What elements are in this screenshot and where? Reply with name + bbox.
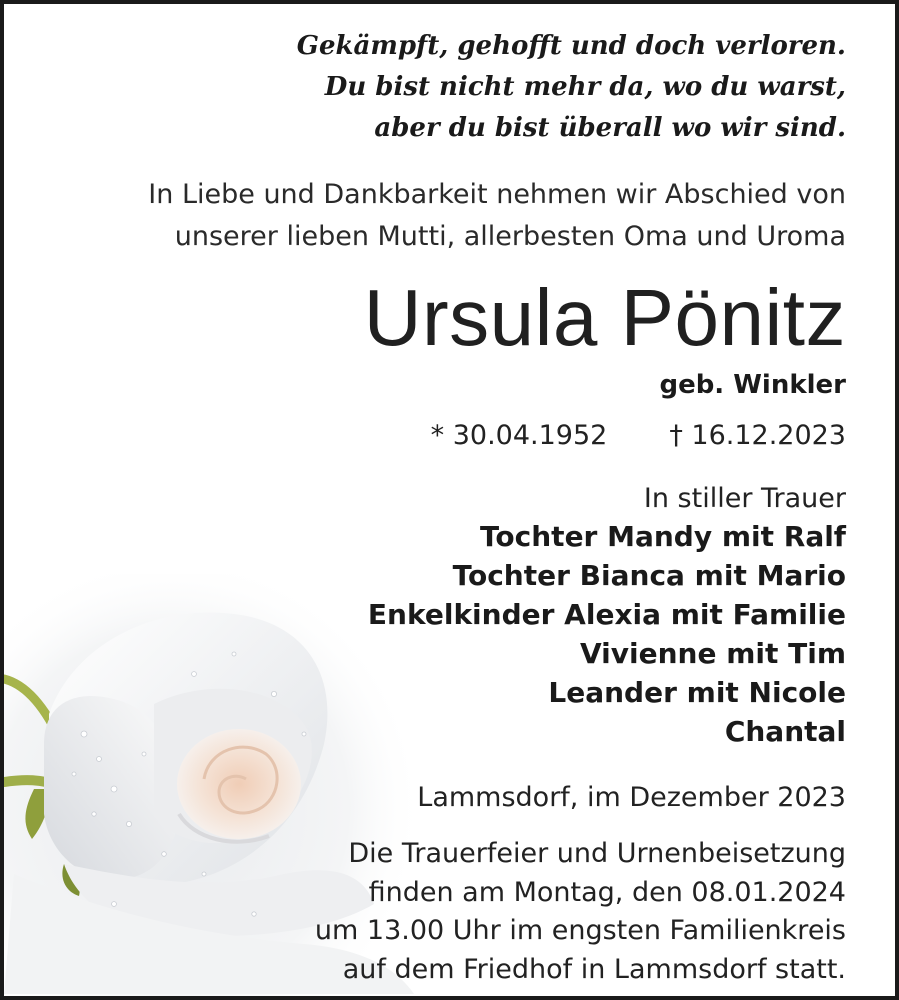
life-dates [431,416,846,456]
birth-date: * 30.04.1952 [430,420,608,451]
deceased-name: Ursula Pönitz [363,273,846,362]
motto-line: Du bist nicht mehr da, wo du warst, [324,72,846,102]
service-line: auf dem Friedhof in Lammsdorf statt. [342,953,846,985]
death-date: † 16.12.2023 [669,420,846,451]
place-and-date: Lammsdorf, im Dezember 2023 [417,782,846,813]
motto-line: aber du bist überall wo wir sind. [374,113,846,143]
mourners-intro: In stiller Trauer [643,483,846,514]
mourner-entry: Tochter Bianca mit Mario [452,559,846,592]
mourner-entry: Enkelkinder Alexia mit Familie [367,598,846,631]
mourner-entry: Chantal [724,715,846,748]
mourner-entry: Vivienne mit Tim [580,637,846,670]
farewell-intro [148,174,846,258]
maiden-name: geb. Winkler [659,370,846,400]
funeral-service-info [315,835,846,989]
intro-line: unserer lieben Mutti, allerbesten Oma und Uroma [174,221,846,252]
intro-line: In Liebe und Dankbarkeit nehmen wir Abschied von [148,179,846,210]
motto-verse [297,26,846,149]
service-line: Die Trauerfeier und Urnenbeisetzung [348,838,846,869]
motto-line: Gekämpft, gehofft und doch verloren. [296,31,846,61]
service-line: finden am Montag, den 08.01.2024 [368,876,846,908]
mourner-entry: Leander mit Nicole [548,676,846,709]
mourners-list [368,517,846,751]
service-line: um 13.00 Uhr im engsten Familienkreis [314,915,846,946]
mourner-entry: Tochter Mandy mit Ralf [480,520,846,553]
